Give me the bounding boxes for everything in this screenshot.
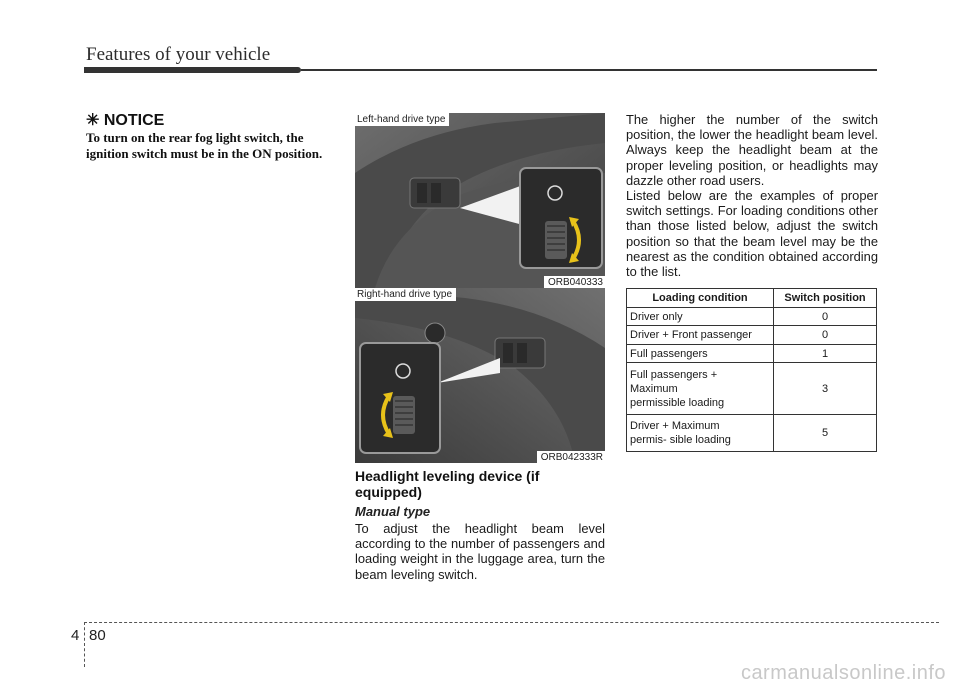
table-cell-position: 1: [774, 345, 877, 363]
notice-text: To turn on the rear fog light switch, the ignition switch must be in the ON position.: [86, 130, 323, 161]
watermark: carmanualsonline.info: [740, 662, 946, 684]
table-row: [627, 363, 877, 415]
table-row: [627, 345, 877, 363]
figure-right-hand-drive: [355, 288, 605, 463]
table-cell-position: 0: [774, 308, 877, 326]
table-cell-condition: Full passengers + Maximum permissible loading: [627, 363, 774, 415]
chapter-number: 4: [71, 627, 80, 644]
table-header-position: Switch position: [774, 289, 877, 308]
table-header-row: [627, 289, 877, 308]
table-cell-condition: Driver only: [627, 308, 774, 326]
table-row: [627, 415, 877, 452]
header-rule-thick: [84, 67, 301, 73]
table-cell-condition: Driver + Front passenger: [627, 326, 774, 345]
footer-divider: [84, 622, 85, 667]
figure-right-code: ORB042333R: [537, 451, 605, 463]
left-hand-drive-illustration: [355, 113, 605, 288]
notice-title: ✳ NOTICE: [86, 112, 165, 129]
right-hand-drive-illustration: [355, 288, 605, 463]
table-row: [627, 326, 877, 345]
table-cell-condition: Driver + Maximum permis- sible loading: [627, 415, 774, 452]
figure-left-code: ORB040333: [544, 276, 605, 288]
table-cell-position: 5: [774, 415, 877, 452]
table-header-condition: Loading condition: [627, 289, 774, 308]
footer-rule: [84, 622, 939, 623]
table-cell-position: 0: [774, 326, 877, 345]
right-paragraph-2: Listed below are the examples of proper switch settings. For loading conditions other than those listed below, adjust the switch position so that the beam level may be the nearest as the condition obtained according to the list.: [626, 188, 878, 280]
section-body: To adjust the headlight beam level according to the number of passengers and loading weight in the luggage area, turn the beam leveling switch.: [355, 521, 605, 582]
table-cell-condition: Full passengers: [627, 345, 774, 363]
right-column-text: [626, 112, 878, 279]
loading-table: [626, 288, 877, 452]
section-title: Headlight leveling device (if equipped): [355, 468, 540, 500]
figure-left-caption: Left-hand drive type: [355, 113, 449, 126]
page-header-title: Features of your vehicle: [86, 44, 271, 65]
page-number: 80: [89, 627, 106, 644]
figure-left-hand-drive: [355, 113, 605, 288]
table-row: [627, 308, 877, 326]
table-cell-position: 3: [774, 363, 877, 415]
header-rule-thin: [301, 69, 877, 71]
section-subtitle: Manual type: [355, 504, 431, 519]
right-paragraph-1: The higher the number of the switch position, the lower the headlight beam level. Always keep the headlight beam at the proper leveling position, or headlights may dazzle other road users.: [626, 112, 878, 188]
figure-right-caption: Right-hand drive type: [355, 288, 456, 301]
